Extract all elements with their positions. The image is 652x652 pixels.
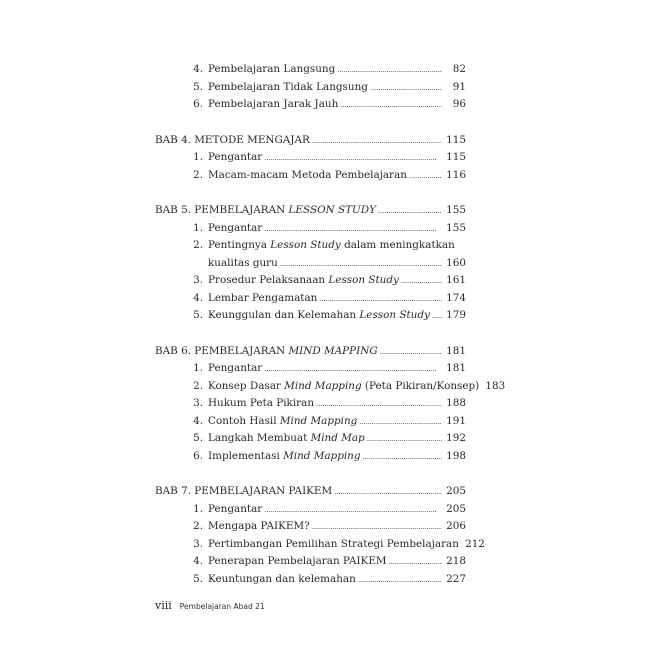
- page-number: 198: [446, 449, 466, 462]
- page-number: 174: [446, 291, 466, 304]
- entry-title: [208, 395, 314, 413]
- toc-entry[interactable]: [155, 430, 466, 448]
- toc-entry[interactable]: [155, 360, 466, 378]
- title-part: Pengantar: [208, 502, 263, 515]
- toc-entry[interactable]: [155, 501, 466, 519]
- table-of-contents: [155, 61, 506, 606]
- toc-entry[interactable]: [155, 536, 485, 554]
- chapter-title: [155, 483, 332, 501]
- title-part: Lesson Study: [328, 274, 399, 286]
- title-part: Pengantar: [208, 362, 263, 374]
- page-number: 96: [452, 98, 466, 110]
- title-part: (Peta Pikiran/Konsep): [361, 379, 480, 392]
- title-part: Pertimbangan Pemilihan Strategi Pembelajaran: [208, 537, 459, 550]
- entry-number: 3.: [193, 397, 203, 409]
- entry-title: [208, 61, 335, 79]
- page-number: 227: [446, 572, 466, 585]
- page-number: 212: [465, 537, 485, 550]
- dot-leader: [264, 361, 442, 379]
- dot-leader: [316, 396, 442, 414]
- entry-title: [208, 518, 310, 536]
- dot-leader: [264, 502, 442, 520]
- title-part: Lesson Study: [270, 239, 341, 251]
- entry-title: [208, 553, 387, 571]
- page-number: 82: [452, 63, 466, 75]
- entry-title: [208, 272, 399, 290]
- entry-title: [208, 360, 262, 378]
- page-number: 181: [446, 362, 466, 374]
- entry-title: [208, 167, 407, 185]
- title-part: BAB 7. PEMBELAJARAN PAIKEM: [155, 485, 333, 497]
- page-number: 155: [446, 204, 466, 216]
- entry-title: [208, 501, 262, 519]
- toc-entry[interactable]: [155, 413, 466, 431]
- entry-title: [208, 448, 361, 466]
- title-part: kualitas guru: [208, 256, 278, 269]
- page-number: 205: [446, 485, 466, 497]
- title-part: dalam meningkatkan: [340, 239, 455, 251]
- dot-leader: [378, 203, 442, 221]
- toc-entry[interactable]: [155, 96, 466, 114]
- dot-leader: [340, 97, 442, 115]
- entry-number: 4.: [193, 291, 203, 304]
- dot-leader: [319, 291, 442, 309]
- dot-leader: [264, 150, 442, 168]
- entry-title: [208, 96, 338, 114]
- dot-leader: [359, 414, 442, 432]
- page-number: 116: [446, 168, 466, 181]
- dot-leader: [312, 519, 442, 537]
- entry-title: [208, 413, 357, 431]
- toc-entry[interactable]: [155, 395, 466, 413]
- chapter-heading[interactable]: [155, 343, 466, 361]
- chapter-section: [155, 202, 466, 325]
- entry-number: 6.: [193, 449, 203, 462]
- title-part: Lesson Study: [359, 309, 430, 321]
- entry-number: 5.: [193, 432, 203, 444]
- entry-number: 1.: [193, 502, 203, 515]
- entry-number: 6.: [193, 98, 203, 110]
- chapter-section: [155, 483, 485, 588]
- entry-number: 3.: [193, 274, 203, 286]
- toc-entry[interactable]: [155, 272, 466, 290]
- dot-leader: [367, 431, 442, 449]
- title-part: Mind Mapping: [284, 379, 362, 392]
- entry-title: [208, 255, 278, 273]
- entry-title: [208, 430, 365, 448]
- entry-title: [208, 307, 430, 325]
- dot-leader: [264, 221, 442, 239]
- entry-number: 1.: [193, 362, 203, 374]
- entry-number: 3.: [193, 537, 203, 550]
- chapter-title: [155, 132, 310, 150]
- title-part: Langkah Membuat: [208, 432, 311, 444]
- toc-entry[interactable]: [155, 553, 466, 571]
- page-number: 191: [446, 414, 466, 427]
- entry-title: [208, 290, 317, 308]
- toc-entry[interactable]: [155, 79, 466, 97]
- page-number: 218: [446, 555, 466, 567]
- entry-title: [208, 536, 459, 554]
- title-part: BAB 5. PEMBELAJARAN: [155, 204, 289, 216]
- title-part: Mengapa PAIKEM?: [208, 520, 310, 532]
- title-part: Pentingnya: [208, 239, 271, 251]
- title-part: Pembelajaran Langsung: [208, 63, 336, 75]
- toc-entry[interactable]: [155, 518, 466, 536]
- title-part: Mind Map: [310, 432, 365, 444]
- page-folio: viii: [155, 599, 172, 612]
- title-part: Pengantar: [208, 151, 263, 163]
- dot-leader: [389, 554, 442, 572]
- toc-entry[interactable]: [155, 220, 466, 238]
- title-part: Lembar Pengamatan: [208, 291, 318, 304]
- entry-number: 4.: [193, 414, 203, 427]
- toc-entry[interactable]: [155, 167, 466, 185]
- dot-leader: [334, 484, 442, 502]
- chapter-title: [155, 202, 376, 220]
- page-number: 91: [452, 80, 466, 93]
- title-part: LESSON STUDY: [288, 204, 376, 216]
- toc-entry[interactable]: [155, 61, 466, 79]
- dot-leader: [401, 273, 442, 291]
- entry-title: [208, 220, 262, 238]
- title-part: Hukum Peta Pikiran: [208, 397, 315, 409]
- page-number: 179: [446, 309, 466, 321]
- toc-entry[interactable]: [155, 237, 466, 255]
- book-title: Pembelajaran Abad 21: [179, 602, 265, 611]
- page-footer: [155, 599, 265, 612]
- title-part: Implementasi: [208, 449, 284, 462]
- entry-number: 2.: [193, 379, 203, 392]
- chapter-title: [155, 343, 378, 361]
- page-number: 160: [446, 256, 466, 269]
- page-number: 188: [446, 397, 466, 409]
- title-part: Prosedur Pelaksanaan: [208, 274, 329, 286]
- page-number: 183: [485, 379, 506, 392]
- title-part: Contoh Hasil: [208, 414, 280, 427]
- entry-number: 5.: [193, 309, 203, 321]
- dot-leader: [312, 133, 442, 151]
- entry-title: [208, 571, 356, 589]
- title-part: BAB 4. METODE MENGAJAR: [155, 133, 310, 146]
- entry-number: 2.: [193, 520, 203, 532]
- entry-number: 4.: [193, 555, 203, 567]
- entry-number: 4.: [193, 63, 203, 75]
- toc-entry[interactable]: [155, 255, 466, 273]
- toc-entry[interactable]: [155, 290, 466, 308]
- title-part: Penerapan Pembelajaran PAIKEM: [208, 555, 387, 567]
- toc-entry[interactable]: [155, 448, 466, 466]
- page-number: 161: [446, 274, 466, 286]
- entry-number: 1.: [193, 221, 203, 234]
- toc-entry[interactable]: [155, 571, 466, 589]
- page-number: 115: [446, 133, 466, 146]
- toc-entry[interactable]: [155, 149, 466, 167]
- dot-leader: [432, 308, 442, 326]
- page-number: 192: [446, 432, 466, 444]
- dot-leader: [280, 256, 442, 274]
- title-part: Mind Mapping: [283, 449, 361, 462]
- page-number: 115: [446, 151, 466, 163]
- title-part: Konsep Dasar: [208, 379, 285, 392]
- chapter-section: [155, 61, 466, 114]
- chapter-heading[interactable]: [155, 483, 466, 501]
- chapter-section: [155, 132, 466, 185]
- page-number: 155: [446, 221, 466, 234]
- dot-leader: [380, 344, 442, 362]
- dot-leader: [358, 572, 442, 590]
- entry-number: 2.: [193, 239, 203, 251]
- title-part: Pengantar: [208, 221, 263, 234]
- dot-leader: [337, 62, 442, 80]
- title-part: Pembelajaran Tidak Langsung: [208, 80, 368, 93]
- chapter-section: [155, 343, 506, 466]
- page-number: 206: [446, 520, 466, 532]
- entry-number: 2.: [193, 168, 203, 181]
- entry-number: 5.: [193, 572, 203, 585]
- dot-leader: [370, 80, 442, 98]
- toc-entry[interactable]: [155, 378, 506, 396]
- title-part: BAB 6. PEMBELAJARAN: [155, 344, 289, 357]
- title-part: Keuntungan dan kelemahan: [208, 572, 356, 585]
- toc-entry[interactable]: [155, 307, 466, 325]
- entry-number: 5.: [193, 80, 203, 93]
- title-part: Macam-macam Metoda Pembelajaran: [208, 168, 407, 181]
- entry-title: [208, 79, 368, 97]
- page-number: 181: [446, 344, 466, 357]
- title-part: Mind Mapping: [279, 414, 358, 427]
- chapter-heading[interactable]: [155, 202, 466, 220]
- entry-number: 1.: [193, 151, 203, 163]
- page-number: 205: [446, 502, 466, 515]
- dot-leader: [409, 168, 442, 186]
- title-part: MIND MAPPING: [288, 344, 378, 357]
- entry-title: [208, 149, 262, 167]
- dot-leader: [363, 449, 442, 467]
- entry-title: [208, 378, 479, 396]
- title-part: Keunggulan dan Kelemahan: [208, 309, 360, 321]
- chapter-heading[interactable]: [155, 132, 466, 150]
- entry-title: [208, 237, 455, 255]
- title-part: Pembelajaran Jarak Jauh: [208, 98, 339, 110]
